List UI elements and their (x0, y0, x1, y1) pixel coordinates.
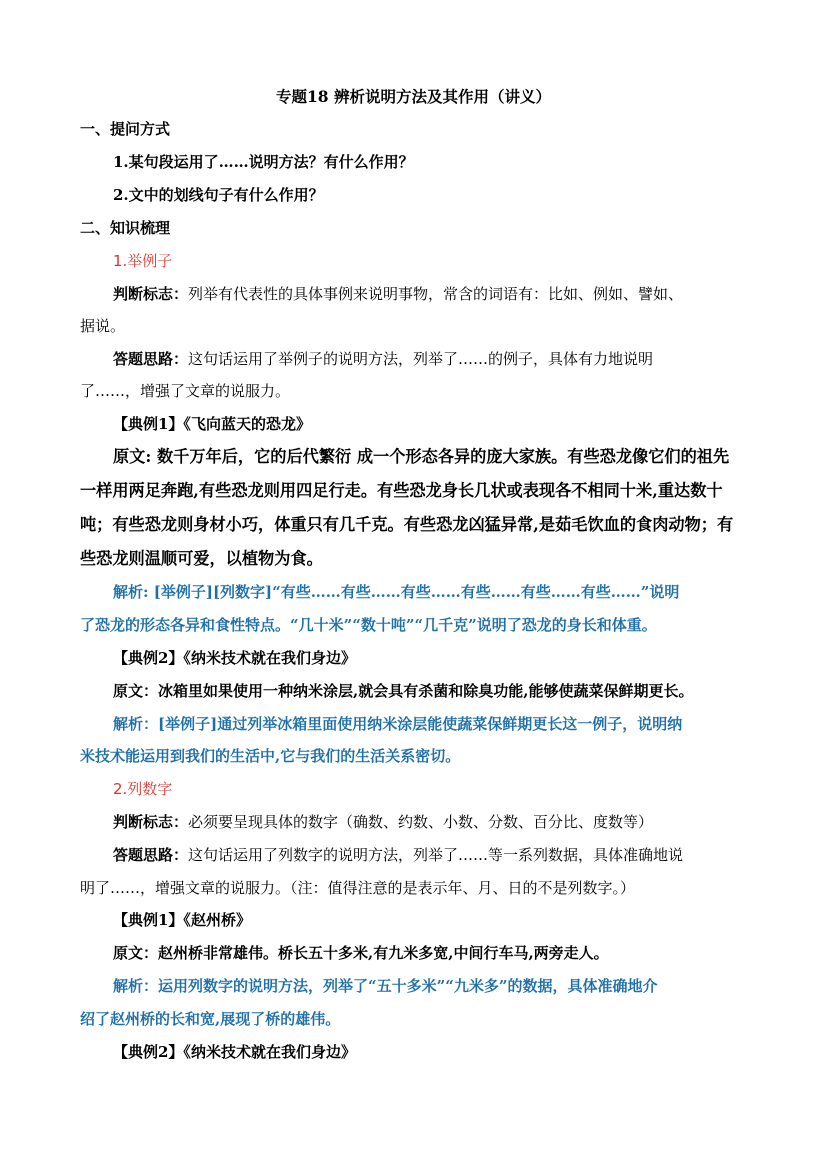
answer-text: 这句话运用了列数字的说明方法，列举了……等一系列数据，具体准确地说 (188, 846, 684, 864)
original-text-line: 原文: 数千万年后，它的后代繁衍 成一个形态各异的庞大家族。有些恐龙像它们的祖先 (113, 447, 730, 466)
section-heading-2: 二、知识梳理 (80, 219, 171, 237)
question-1: 1.某句段运用了……说明方法？有什么作用？ (113, 153, 414, 171)
answer-line-1 (113, 845, 683, 865)
method-heading-1: 1.举例子 (113, 252, 173, 270)
judge-line-2: 据说。 (80, 317, 126, 335)
method-heading-2: 2.列数字 (113, 780, 173, 798)
judge-line-1 (113, 812, 653, 832)
example-title: 【典例2】《纳米技术就在我们身边》 (113, 1043, 356, 1061)
original-text-line: 吨；有些恐龙则身材小巧，体重只有几千克。有些恐龙凶猛异常,是茹毛饮血的食肉动物；有 (80, 515, 734, 534)
section-heading-1: 一、提问方式 (80, 120, 171, 138)
answer-line-2: 明了……，增强文章的说服力。（注：值得注意的是表示年、月、日的不是列数字。） (80, 879, 636, 897)
analysis-line: 解析：[举例子]通过列举冰箱里面使用纳米涂层能使蔬菜保鲜期更长这一例子，说明纳 (113, 715, 683, 733)
analysis-line: 绍了赵州桥的长和宽,展现了桥的雄伟。 (80, 1010, 341, 1028)
judge-text: 列举有代表性的具体事例来说明事物，常含的词语有：比如、例如、譬如、 (188, 285, 684, 303)
answer-line-1 (113, 349, 653, 369)
original-text-line: 原文：冰箱里如果使用一种纳米涂层,就会具有杀菌和除臭功能,能够使蔬菜保鲜期更长。 (113, 682, 694, 700)
original-text-line: 一样用两足奔跑,有些恐龙则用四足行走。有些恐龙身长几状或表现各不相同十米,重达数十 (80, 481, 723, 500)
answer-line-2: 了……，增强了文章的说服力。 (80, 382, 291, 400)
page-title: 专题18 辨析说明方法及其作用（讲义） (276, 87, 551, 106)
judge-text: 必须要呈现具体的数字（确数、约数、小数、分数、百分比、度数等） (188, 813, 654, 831)
example-title: 【典例1】《赵州桥》 (113, 911, 251, 929)
original-text-line: 原文：赵州桥非常雄伟。桥长五十多米,有九米多宽,中间行车马,两旁走人。 (113, 944, 609, 962)
answer-label: 答题思路： (113, 846, 189, 864)
original-text-line: 些恐龙则温顺可爱，以植物为食。 (80, 549, 323, 568)
analysis-line: 解析：运用列数字的说明方法，列举了“五十多米”“九米多”的数据，具体准确地介 (113, 977, 658, 995)
example-title: 【典例2】《纳米技术就在我们身边》 (113, 649, 356, 667)
analysis-line: 解析: [举例子][列数字]“有些……有些……有些……有些……有些……有些……”说明 (113, 583, 680, 601)
judge-label: 判断标志： (113, 285, 189, 303)
answer-text: 这句话运用了举例子的说明方法，列举了……的例子，具体有力地说明 (188, 350, 654, 368)
judge-label: 判断标志： (113, 813, 189, 831)
analysis-line: 米技术能运用到我们的生活中,它与我们的生活关系密切。 (80, 747, 461, 765)
answer-label: 答题思路： (113, 350, 189, 368)
analysis-line: 了恐龙的形态各异和食性特点。“几十米”“数十吨”“几千克”说明了恐龙的身长和体重。 (80, 616, 657, 634)
judge-line-1 (113, 284, 683, 304)
question-2: 2.文中的划线句子有什么作用？ (113, 186, 324, 204)
example-title: 【典例1】《飞向蓝天的恐龙》 (113, 415, 311, 433)
